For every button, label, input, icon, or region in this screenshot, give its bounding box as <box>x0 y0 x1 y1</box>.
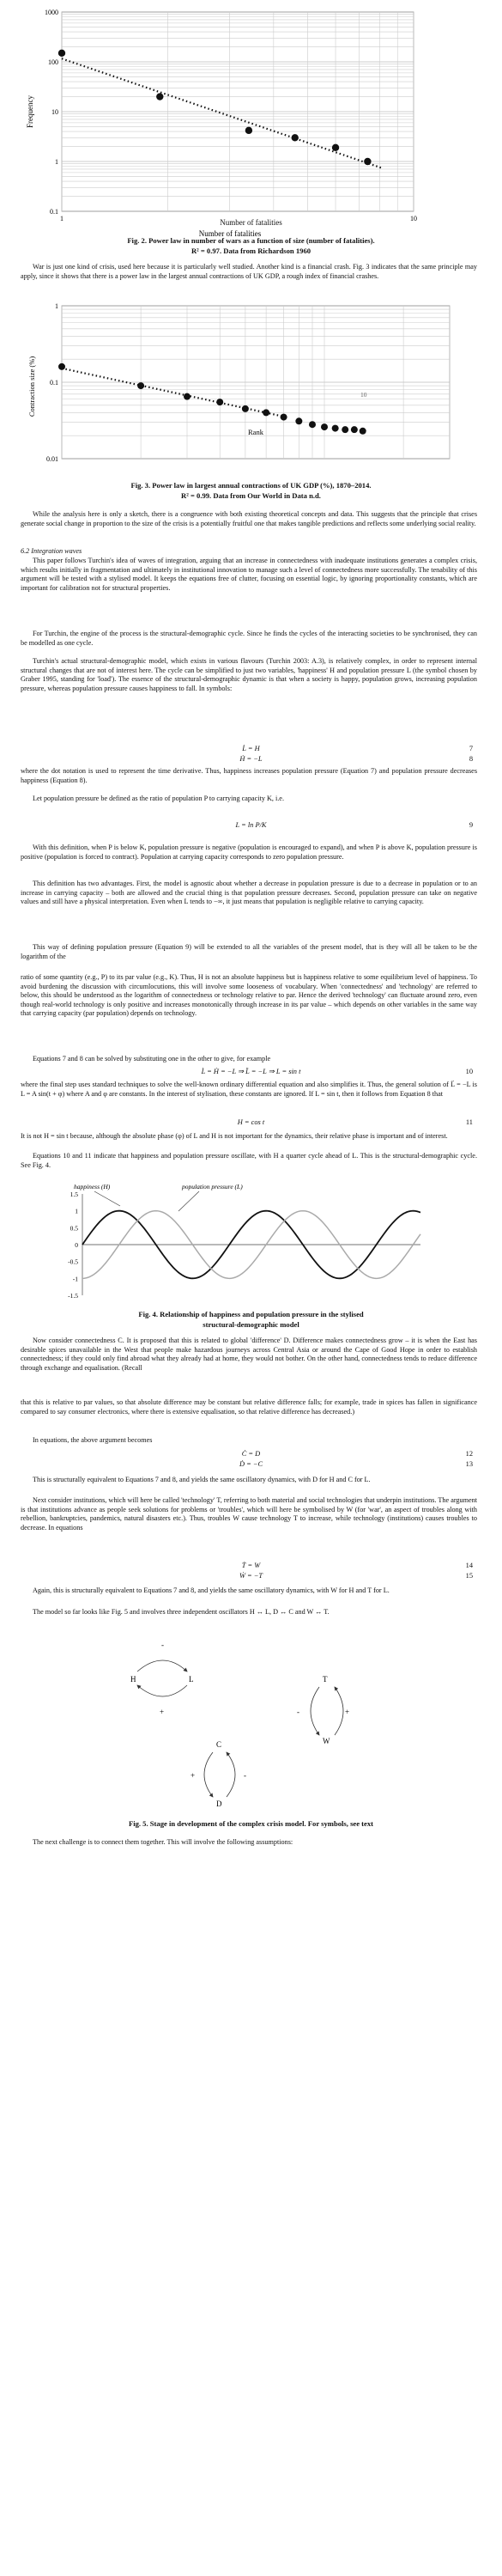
fig2-ytick-label: 100 <box>48 58 58 66</box>
fig2-ytick-label: 0.1 <box>50 208 58 216</box>
fig4-ytick-label: -1.5 <box>68 1292 78 1300</box>
fig4-caption-line2: structural-demographic model <box>203 1320 299 1329</box>
fig3-data-point <box>281 414 287 421</box>
paragraph: Equations 10 and 11 indicate that happiness and population pressure oscillate, with H a quarter cycle ahead of L. This is the structural-demographic cycle. See Fig. 4. <box>21 1152 477 1169</box>
fig3-data-point <box>351 426 358 433</box>
fig3-ytick-label: 0.1 <box>50 379 58 387</box>
fig5-arrow-h-to-l <box>137 1660 187 1672</box>
paragraph: For Turchin, the engine of the process is the structural-demographic cycle. Since he finds the cycles of the interacting societies to be synchronised, they can be modelled as one cycle. <box>21 630 477 647</box>
paragraph: Equations 7 and 8 can be solved by substituting one in the other to give, for example <box>33 1055 271 1063</box>
paragraph: In equations, the above argument becomes <box>33 1436 153 1444</box>
document-page: 1000 100 10 1 0.1 1 10 Frequency Number of fatalities Number of fatalities Fig. 2. Power law in number of wars as a function of size (number of fatalities). R² = 0.97. Data from Richardson 1960 War is just one kind of crisis, used here because it is particularly well studied. Another kind is a financial crash. Fig. 3 indicates that the same principle may apply, since it shows that there is a power law in the largest annual contractions of UK GDP, a rough index of financial crashes. 1 0.1 0.01 Contraction size (%) 10 Rank Fig. 3. Power law in largest annual contractions of UK GDP (%), 1870–2014. R² = 0.99. Data from Our World in Data n.d. While the analysis here is only a sketch, there is a congruence with both existing theoretical concepts and data. This suggests that the principle that crises generate social change in proportion to the size of the crisis is a potentially fruitful one that makes tangible predictions and reflects some underlying social reality. 6.2 Integration waves This paper follows Turchin's idea of waves of integration, arguing that an increase in connectedness with inadequate institutions generates a complex crisis, which results initially in fragmentation and ultimately in institutional innovation to manage such a level of connectedness more successfully. The tenability of this argument will be tested with a stylised model. It keeps the equations free of clutter, focusing on essential logic, by ignoring proportionality constants, which are important for calibration not for structural properties. For Turchin, the engine of the process is the structural-demographic cycle. Since he finds the cycles of the interacting societies to be synchronised, they can be modelled as one cycle. Turchin's actual structural-demographic model, which exists in various flavours (Turchin 2003: A.3), is relatively complex, in order to represent internal structural changes that are not of interest here. The cycle can be simplified to just two variables, 'happiness' H and population pressure L (the symbol chosen by Graber 1995, standing for 'load'). The essence of the structural-demographic dynamic is that when a society is happy, population grows, increasing population pressure, whereas population pressure causes happiness to fall. In symbols: L̇ = H 7 Ḣ = −L 8 where the dot notation is used to represent the time derivative. Thus, happiness increases population pressure (Equation 7) and population pressure decreases happiness (Equation 8). Let population pressure be defined as the ratio of population P to carrying capacity K, i.e. L = ln P/K 9 With this definition, when P is below K, population pressure is negative (population is encouraged to expand), and when P is above K, population pressure is positive (population is forced to contract). Population at carrying capacity corresponds to zero population pressure. This definition has two advantages. First, the model is agnostic about whether a decrease in population pressure is due to a decrease in population or to an increase in carrying capacity – both are allowed and the crucial thing is that population pressure decreases. Second, population pressure can take on negative values and still have a physical interpretation. Even when L tends to −∞, it just means that population is negligible relative to carrying capacity. This way of defining population pressure (Equation 9) will be extended to all the variables of the present model, that is they will all be taken to be the logarithm of the ratio of some quantity (e.g., P) to its par value (e.g., K). Thus, H is not an absolute happiness but is happiness relative to some equilibrium level of happiness. To avoid burdening the discussion with circumlocutions, this will involve some looseness of vocabulary. When 'connectedness' and 'technology' are referred to below, this should be understood as the logarithm of connectedness or technology relative to par. Hence the derived 'technology' can fluctuate around zero, even though real-world technology is only positive and increases monotonically through increase in its par value – which depends on other variables in the same way that carrying capacity (par population) depends on technology. Equations 7 and 8 can be solved by substituting one in the other to give, for example L̇ = Ḣ = −L ⇒ L̈ = −L ⇒ L = sin t 10 where the final step uses standard techniques to solve the well-known ordinary differential equation and also simplifies it. Thus, the general solution of L̈ = −L is L = A sin(t + φ) where A and φ are constants. In the interest of stylisation, these constants are ignored. If L = sin t, then it follows from Equation 8 that H = cos t 11 It is not H = sin t because, although the absolute phase (φ) of L and H is not important for the dynamics, their relative phase is important and of interest. Equations 10 and 11 indicate that happiness and population pressure oscillate, with H a quarter cycle ahead of L. This is the structural-demographic cycle. See Fig. 4. 1.5 1 0.5 0 -0.5 -1 -1.5 happiness (H) population pressure (L) Fig. 4. Relationship of happiness and population pressure in the stylised structural-demographic model Now consider connectedness C. It is proposed that this is related to global 'difference' D. Difference makes connectedness grow – it is when the East has desirable spices unavailable in the West that people make hazardous journeys across Central Asia or around the Cape of Good Hope in order to establish connectedness; if they could only find abroad what they already had at home, they would not bother. On the other hand, connectedness tends to reduce difference through exchange and equalisation. (Recall that this is relative to par values, so that absolute difference may be constant but relative difference falls; for example, trade in spices has fallen in significance compared to say consumer electronics, where there is extensive equalisation, so that relative difference has decreased.) In equations, the above argument becomes Ċ = D 12 Ḋ = −C 13 This is structurally equivalent to Equations 7 and 8, and yields the same oscillatory dynamics, with D for H and C for L. Next consider institutions, which will here be called 'technology' T, referring to both material and social technologies that underpin institutions. The argument is that institutions advance as people seek solutions for problems or 'troubles', which will here be symbolised by W (for 'war', an aspect of troubles along with rebellion, bankruptcies, pandemics, natural disasters etc.). Thus, troubles W cause technology T to increase, while technology (institutions) causes troubles to decrease. In equations Ṫ = W 14 Ẇ = −T 15 Again, this is structurally equivalent to Equations 7 and 8, and yields the same oscillatory dynamics, with W for H and T for L. The model so far looks like Fig. 5 and involves three independent oscillators H ↔ L, D ↔ C and W ↔ T. H L - + T W + - C D + - Fig. 5. Stage in development of the complex crisis model. For symbols, see text The next challenge is to connect them together. This will involve the following assumptions: <box>0 0 502 2576</box>
fig4-legend-happiness: happiness (H) <box>74 1183 111 1191</box>
fig3-ytick-label: 0.01 <box>46 455 58 463</box>
fig5-node-h: H <box>130 1675 136 1684</box>
fig5-node-l: L <box>189 1675 194 1684</box>
fig5-node-t: T <box>323 1675 328 1684</box>
fig3-data-point <box>184 393 191 400</box>
fig3-data-point <box>58 363 65 370</box>
paragraph: The model so far looks like Fig. 5 and involves three independent oscillators H ↔ L, D ↔ C and W ↔ T. <box>33 1608 330 1616</box>
paragraph: This is structurally equivalent to Equations 7 and 8, and yields the same oscillatory dynamics, with D for H and C for L. <box>33 1476 371 1483</box>
figure-4-chart <box>0 1177 502 1306</box>
fig3-data-point <box>216 399 223 405</box>
fig3-data-point <box>342 426 348 433</box>
fig3-caption-r2: R² = 0.99. Data from Our World in Data n.d. <box>181 491 321 500</box>
fig2-data-point <box>332 144 339 151</box>
fig4-tick-labels <box>68 1191 78 1300</box>
fig4-axes <box>82 1194 420 1295</box>
paragraph: Again, this is structurally equivalent to Equations 7 and 8, and yields the same oscillatory dynamics, with W for H and T for L. <box>33 1586 390 1594</box>
fig2-ylabel: Frequency <box>26 95 34 128</box>
fig3-xlabel: Rank <box>248 428 263 436</box>
paragraph: This way of defining population pressure (Equation 9) will be extended to all the variables of the present model, that is they will all be taken to be the logarithm of the <box>21 943 477 960</box>
fig2-ytick-label: 1000 <box>45 9 58 16</box>
fig2-caption: Fig. 2. Power law in number of wars as a function of size (number of fatalities). <box>127 236 375 245</box>
fig2-ytick-label: 10 <box>51 108 58 116</box>
paragraph: This paper follows Turchin's idea of waves of integration, arguing that an increase in connectedness with inadequate institutions generates a complex crisis, which results initially in fragmentation and ultimately in institutional innovation to manage such a level of connectedness more successfully. The tenability of this argument will be tested with a stylised model. It keeps the equations free of clutter, focusing on essential logic, by ignoring proportionality constants, which are important for calibration not for structural properties. <box>21 557 477 592</box>
fig3-data-point <box>360 428 366 435</box>
fig5-arrow-t-to-w <box>311 1687 319 1735</box>
paragraph: that this is relative to par values, so that absolute difference may be constant but relative difference falls; for example, trade in spices has fallen in significance compared to say consumer electronics, where there is extensive equalisation, so that relative difference has decreased.) <box>21 1398 477 1416</box>
paragraph: Turchin's actual structural-demographic model, which exists in various flavours (Turchin 2003: A.3), is relatively complex, in order to represent internal structural changes that are not of interest here. The cycle can be simplified to just two variables, 'happiness' H and population pressure L (the symbol chosen by Graber 1995, standing for 'load'). The essence of the structural-demographic dynamic is that when a society is happy, population grows, increasing population pressure, whereas population pressure causes happiness to fall. In symbols: <box>21 657 477 692</box>
fig5-caption: Fig. 5. Stage in development of the complex crisis model. For symbols, see text <box>128 1819 374 1828</box>
fig4-legend-happiness-pointer <box>94 1191 120 1206</box>
paragraph: War is just one kind of crisis, used here because it is particularly well studied. Another kind is a financial crash. Fig. 3 indicates that the same principle may apply, since it shows that there is a power law in the largest annual contractions of UK GDP, a rough index of financial crashes. <box>21 263 477 280</box>
fig4-ytick-label: 0.5 <box>70 1224 78 1233</box>
fig5-sign-minus: - <box>297 1708 299 1716</box>
fig3-data-point <box>332 425 339 432</box>
paragraph: Next consider institutions, which will here be called 'technology' T, referring to both material and social technologies that underpin institutions. The argument is that institutions advance as people seek solutions for problems or 'troubles', which will here be symbolised by W (for 'war', an aspect of troubles along with rebellion, bankruptcies, pandemics, natural disasters etc.). Thus, troubles W cause technology T to increase, while technology (institutions) causes troubles to decrease. In equations <box>21 1496 477 1532</box>
fig5-node-w: W <box>323 1737 330 1745</box>
figure-2-chart <box>0 0 502 238</box>
section-heading: 6.2 Integration waves <box>21 547 82 555</box>
fig5-node-d: D <box>216 1800 222 1808</box>
fig3-ytick-label: 1 <box>55 302 58 310</box>
fig3-data-point <box>309 421 316 428</box>
fig4-ytick-label: 0 <box>75 1241 78 1249</box>
fig2-xtick-label: 10 <box>410 215 417 222</box>
fig5-arrow-d-to-c <box>227 1752 235 1797</box>
paragraph: With this definition, when P is below K, population pressure is negative (population is encouraged to expand), and when P is above K, population pressure is positive (population is forced to contract). Population at carrying capacity corresponds to zero population pressure. <box>21 843 477 861</box>
fig5-node-c: C <box>216 1740 222 1749</box>
fig5-sign-minus: - <box>161 1641 164 1649</box>
paragraph: This definition has two advantages. First, the model is agnostic about whether a decrease in population pressure is due to a decrease in population or to an increase in carrying capacity – both are allowed and the crucial thing is that population pressure decreases. Second, population pressure can take on negative values and still have a physical interpretation. Even when L tends to −∞, it just means that population is negligible relative to carrying capacity. <box>21 880 477 905</box>
paragraph: ratio of some quantity (e.g., P) to its par value (e.g., K). Thus, H is not an absolute happiness but is happiness relative to some equilibrium level of happiness. To avoid burdening the discussion with circumlocutions, this will involve some looseness of vocabulary. When 'connectedness' and 'technology' are referred to below, this should be understood as the logarithm of connectedness or technology relative to par. Hence the derived 'technology' can fluctuate around zero, even though real-world technology is only positive and increases monotonically through increase in its par value – which depends on other variables in the same way that carrying capacity (par population) depends on technology. <box>21 973 477 1017</box>
fig3-data-point <box>295 417 302 424</box>
fig2-data-point <box>292 134 299 141</box>
fig2-data-point <box>58 50 65 57</box>
equation-9: L = ln P/K 9 <box>235 821 473 829</box>
fig2-xtick-label: 1 <box>60 215 64 222</box>
fig5-arrow-w-to-t <box>335 1687 343 1735</box>
paragraph: Let population pressure be defined as the ratio of population P to carrying capacity K, i.e. <box>33 795 284 802</box>
fig5-sign-plus: + <box>345 1708 350 1716</box>
fig4-caption: Fig. 4. Relationship of happiness and population pressure in the stylised <box>138 1310 364 1318</box>
paragraph: where the dot notation is used to represent the time derivative. Thus, happiness increases population pressure (Equation 7) and population pressure decreases happiness (Equation 8). <box>21 767 477 784</box>
paragraph: While the analysis here is only a sketch, there is a congruence with both existing theoretical concepts and data. This suggests that the principle that crises generate social change in proportion to the size of the crisis is a potentially fruitful one that makes tangible predictions and reflects some underlying social reality. <box>21 510 477 527</box>
figure-3-chart <box>0 301 502 477</box>
fig4-ytick-label: 1.5 <box>70 1191 78 1198</box>
fig3-caption: Fig. 3. Power law in largest annual contractions of UK GDP (%), 1870–2014. <box>130 481 372 490</box>
fig3-ylabel: Contraction size (%) <box>27 356 36 417</box>
fig4-ytick-label: 1 <box>75 1207 78 1215</box>
fig3-data-point <box>321 423 328 430</box>
fig5-arrow-l-to-h <box>137 1685 187 1696</box>
fig4-ytick-label: -0.5 <box>68 1258 78 1266</box>
fig5-sign-minus: - <box>244 1771 246 1780</box>
fig2-ytick-label: 1 <box>55 158 58 166</box>
fig2-xlabel: Number of fatalities <box>198 229 262 238</box>
fig2-data-point <box>156 93 163 100</box>
fig5-sign-plus: + <box>191 1771 196 1780</box>
fig2-data-point <box>364 158 371 165</box>
paragraph: where the final step uses standard techniques to solve the well-known ordinary differential equation and also simplifies it. Thus, the general solution of L̈ = −L is L = A sin(t + φ) where A and φ are constants. In the interest of stylisation, these constants are ignored. If L = sin t, then it follows from Equation 8 that <box>21 1081 477 1098</box>
fig3-data-point <box>137 382 144 389</box>
fig3-inner-tick: 10 <box>360 391 367 399</box>
paragraph: Now consider connectedness C. It is proposed that this is related to global 'difference' D. Difference makes connectedness grow – it is when the East has desirable spices unavailable in the West that people make hazardous journeys across Central Asia or around the Cape of Good Hope in order to establish connectedness; if they could only find abroad what they already had at home, they would not bother. On the other hand, connectedness tends to reduce difference through exchange and equalisation. (Recall <box>21 1337 477 1372</box>
fig4-ytick-label: -1 <box>72 1275 78 1283</box>
paragraph: It is not H = sin t because, although the absolute phase (φ) of L and H is not important for the dynamics, their relative phase is important and of interest. <box>21 1132 448 1140</box>
paragraph: The next challenge is to connect them together. This will involve the following assumptions: <box>33 1838 293 1846</box>
fig3-tick-labels <box>46 302 58 463</box>
fig2-data-point <box>245 127 252 134</box>
fig2-xlabel-box: Number of fatalities <box>220 218 282 227</box>
fig3-data-point <box>263 409 269 416</box>
fig2-caption-r2: R² = 0.97. Data from Richardson 1960 <box>191 247 311 255</box>
fig3-data-point <box>242 405 249 412</box>
fig5-arrow-c-to-d <box>204 1752 213 1797</box>
fig4-legend-population-pressure: population pressure (L) <box>182 1183 243 1191</box>
figure-5-diagram <box>0 1632 502 1812</box>
fig5-sign-plus: + <box>160 1708 165 1716</box>
fig4-legend-population-pointer <box>178 1191 199 1211</box>
